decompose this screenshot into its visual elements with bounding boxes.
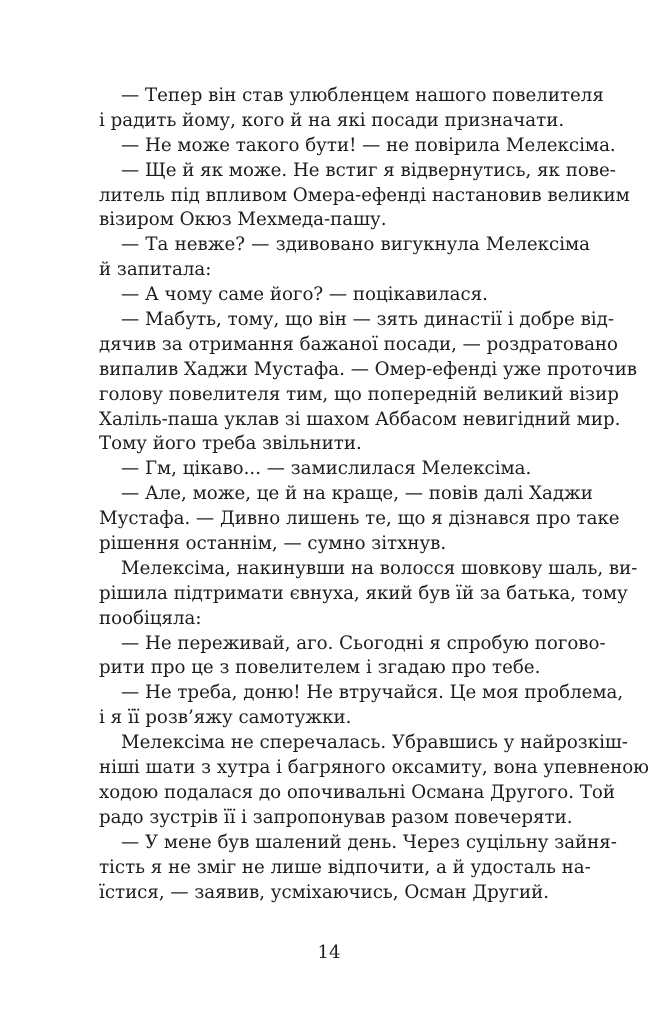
text-line: — Гм, цікаво... — замислилася Мелексіма. (121, 458, 532, 480)
text-line: рішила підтримати євнуха, який був їй за батька, тому (99, 582, 628, 604)
paragraph (99, 482, 620, 557)
text-line: литель під впливом Омера-ефенді настановив великим (99, 184, 630, 206)
text-line: Мустафа. — Дивно лишень те, що я дізнався про таке (99, 508, 620, 530)
paragraph (99, 283, 590, 308)
paragraph (99, 681, 624, 731)
text-line: Тому його треба звільнити. (99, 433, 362, 455)
paragraph (99, 557, 638, 632)
text-line: Халіль-паша уклав зі шахом Аббасом невигідний мир. (99, 408, 621, 430)
text-line: й запитала: (99, 259, 212, 281)
text-line: їстися, — заявив, усміхаючись, Осман Другий. (99, 881, 550, 903)
text-line: — Ще й як може. Не встиг я відвернутись, як пове- (121, 159, 616, 181)
text-line: випалив Хаджи Мустафа. — Омер-ефенді уже проточив (99, 358, 638, 380)
body-text (99, 84, 650, 905)
paragraph (99, 134, 616, 159)
text-line: — Але, може, це й на краще, — повів далі Хаджи (121, 483, 593, 505)
paragraph (99, 84, 604, 134)
paragraph (99, 831, 617, 906)
text-line: рішення останнім, — сумно зітхнув. (99, 533, 447, 555)
text-line: — Мабуть, тому, що він — зять династії і добре від- (121, 309, 614, 331)
text-line: рити про це з повелителем і згадаю про тебе. (99, 657, 541, 679)
text-line: ходою подалася до опочивальні Османа Другого. Той (99, 781, 615, 803)
text-line: ніші шати з хутра і багряного оксамиту, вона упевненою (99, 757, 650, 779)
text-line: Мелексіма не сперечалась. Убравшись у найрозкіш- (121, 732, 628, 754)
text-line: голову повелителя тим, що попередній великий візир (99, 383, 619, 405)
text-line: пообіцяла: (99, 607, 202, 629)
paragraph (99, 159, 630, 234)
text-line: дячив за отримання бажаної посади, — роздратовано (99, 333, 619, 355)
text-line: Мелексіма, накинувши на волосся шовкову шаль, ви- (121, 557, 638, 579)
text-line: і я її розв’яжу самотужки. (99, 707, 352, 729)
text-line: візиром Окюз Мехмеда-пашу. (99, 209, 387, 231)
text-line: тість я не зміг не лише відпочити, а й удосталь на- (99, 856, 591, 878)
paragraph (99, 233, 590, 283)
text-line: — Та невже? — здивовано вигукнула Мелексіма (121, 234, 590, 256)
page-number: 14 (317, 942, 341, 963)
text-line: радо зустрів її і запропонував разом повечеряти. (99, 806, 573, 828)
paragraph (99, 632, 606, 682)
text-line: — А чому саме його? — поцікавилася. (121, 284, 488, 306)
text-line: — У мене був шалений день. Через суцільну зайня- (121, 831, 617, 853)
paragraph (99, 457, 590, 482)
paragraph (99, 731, 650, 831)
text-line: — Не треба, доню! Не втручайся. Це моя проблема, (121, 682, 624, 704)
paragraph (99, 308, 638, 457)
text-line: і радить йому, кого й на які посади призначати. (99, 109, 565, 131)
text-line: — Не може такого бути! — не повірила Мелексіма. (121, 134, 616, 156)
text-line: — Не переживай, аго. Сьогодні я спробую погово- (121, 632, 606, 654)
text-line: — Тепер він став улюбленцем нашого повелителя (121, 85, 604, 106)
